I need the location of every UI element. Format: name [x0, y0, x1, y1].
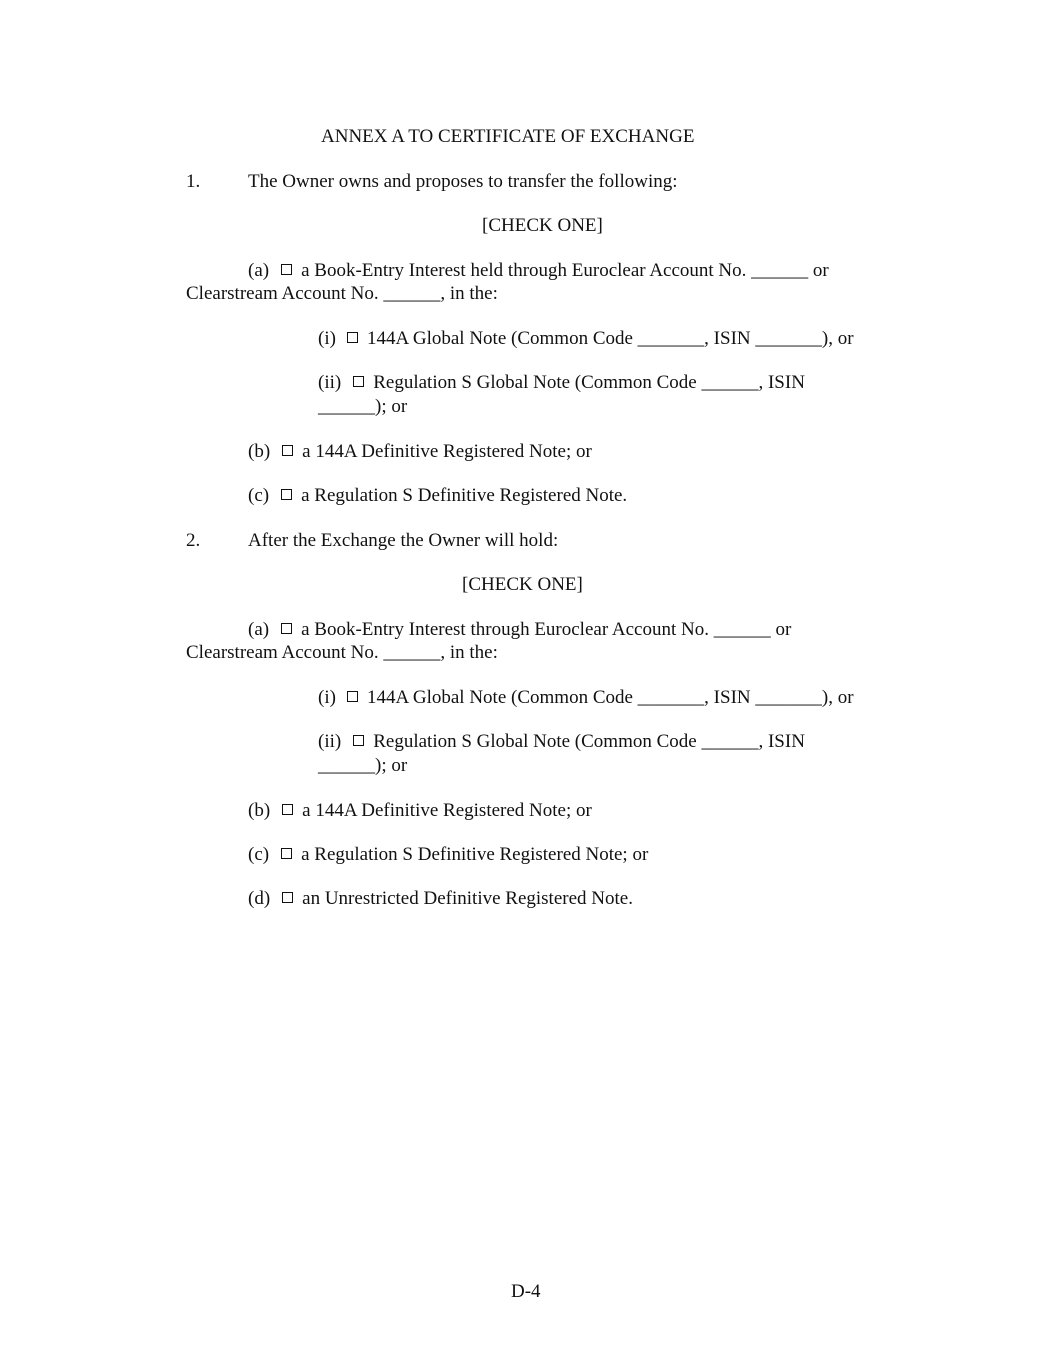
checkbox-icon[interactable]: [281, 848, 292, 859]
s2-option-d-text: an Unrestricted Definitive Registered Note.: [302, 888, 633, 909]
s2-option-a-i: [318, 686, 854, 709]
s1-option-a-ii: [318, 371, 805, 394]
checkbox-icon[interactable]: [353, 376, 364, 387]
s2-option-a-ii-label: (ii): [318, 731, 342, 752]
s2-option-c: [248, 843, 648, 866]
checkbox-icon[interactable]: [282, 804, 293, 815]
s2-option-c-label: (c): [248, 844, 270, 865]
s2-option-a-label: (a): [248, 619, 270, 640]
s1-option-b: [248, 440, 592, 463]
s1-option-a-ii-text: Regulation S Global Note (Common Code ______, ISIN: [373, 372, 805, 393]
s1-option-a-ii-cont: ______); or: [318, 396, 408, 417]
s1-option-b-text: a 144A Definitive Registered Note; or: [302, 441, 592, 462]
s1-option-a-i: [318, 327, 854, 350]
s1-option-a-cont: Clearstream Account No. ______, in the:: [186, 283, 498, 304]
checkbox-icon[interactable]: [282, 892, 293, 903]
s2-option-b-text: a 144A Definitive Registered Note; or: [302, 800, 592, 821]
s2-option-a-cont: Clearstream Account No. ______, in the:: [186, 642, 498, 663]
section-2-number: 2.: [186, 530, 201, 551]
checkbox-icon[interactable]: [347, 691, 358, 702]
s1-option-b-label: (b): [248, 441, 271, 462]
s1-option-a-i-text: 144A Global Note (Common Code _______, ISIN _______), or: [366, 328, 854, 349]
s2-option-b: [248, 799, 592, 822]
s2-option-a-i-text: 144A Global Note (Common Code _______, ISIN _______), or: [366, 687, 854, 708]
section-1-number: 1.: [186, 171, 201, 192]
s1-option-a-text: a Book-Entry Interest held through Euroclear Account No. ______ or: [301, 260, 829, 281]
s1-option-c: [248, 484, 627, 507]
s2-option-d-label: (d): [248, 888, 271, 909]
s2-option-b-label: (b): [248, 800, 271, 821]
s1-option-a-ii-label: (ii): [318, 372, 342, 393]
section-1-text: The Owner owns and proposes to transfer the following:: [248, 171, 678, 192]
s2-option-a-ii: [318, 730, 805, 753]
checkbox-icon[interactable]: [282, 445, 293, 456]
checkbox-icon[interactable]: [347, 332, 358, 343]
checkbox-icon[interactable]: [353, 735, 364, 746]
page-number: D-4: [511, 1281, 541, 1302]
checkbox-icon[interactable]: [281, 264, 292, 275]
s1-option-c-label: (c): [248, 485, 270, 506]
s1-option-a-i-label: (i): [318, 328, 336, 349]
s2-option-a-ii-text: Regulation S Global Note (Common Code ______, ISIN: [373, 731, 805, 752]
s2-option-a-i-label: (i): [318, 687, 336, 708]
s1-option-a: [248, 259, 829, 282]
s2-option-a-text: a Book-Entry Interest through Euroclear Account No. ______ or: [301, 619, 792, 640]
s1-option-a-label: (a): [248, 260, 270, 281]
annex-title: ANNEX A TO CERTIFICATE OF EXCHANGE: [321, 126, 695, 147]
section-2-check-one: [CHECK ONE]: [462, 574, 583, 595]
checkbox-icon[interactable]: [281, 489, 292, 500]
checkbox-icon[interactable]: [281, 623, 292, 634]
section-1-check-one: [CHECK ONE]: [482, 215, 603, 236]
s2-option-c-text: a Regulation S Definitive Registered Note; or: [301, 844, 649, 865]
s2-option-d: [248, 887, 633, 910]
s2-option-a-ii-cont: ______); or: [318, 755, 408, 776]
s2-option-a: [248, 618, 791, 641]
s1-option-c-text: a Regulation S Definitive Registered Note.: [301, 485, 628, 506]
section-2-text: After the Exchange the Owner will hold:: [248, 530, 559, 551]
